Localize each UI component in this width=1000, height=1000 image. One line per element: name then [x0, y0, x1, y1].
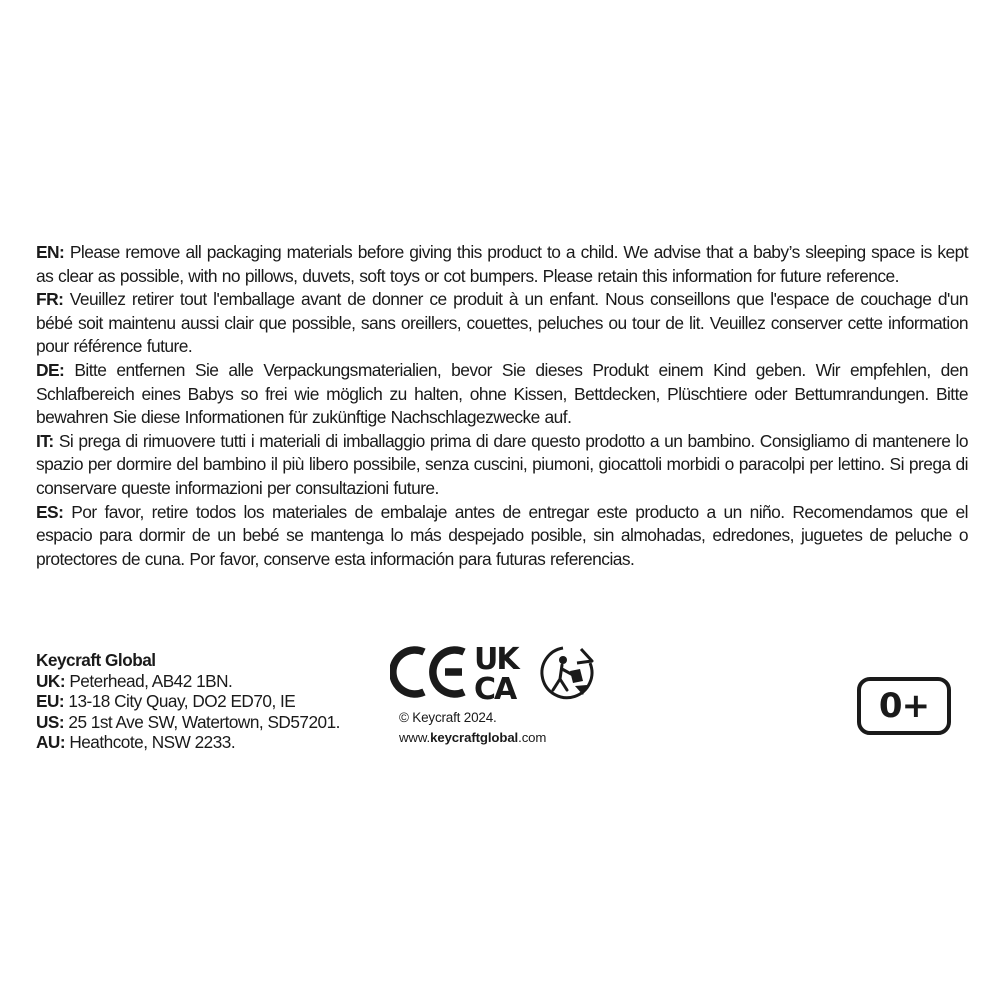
address-code-uk: UK: — [36, 670, 66, 691]
address-us — [36, 712, 340, 733]
address-eu — [36, 691, 340, 712]
ukca-bottom-text: CA — [474, 672, 516, 703]
safety-warnings — [36, 241, 968, 571]
warning-de — [36, 359, 968, 430]
lang-code-es: ES: — [36, 501, 64, 522]
website-brand: keycraftglobal — [430, 730, 519, 745]
warning-text-de: Bitte entfernen Sie alle Verpackungsmaterialien, bevor Sie dieses Produkt einem Kind geben. Wir empfehlen, den Schlafbereich eines Babys so frei wie möglich zu halten, ohne Kissen, Bettdecken, Plüschtiere oder Bettumrandungen. Bitte bewahren Sie diese Informationen für zukünftige Nachschlagezwecke auf. — [36, 359, 968, 428]
warning-text-it: Si prega di rimuovere tutti i materiali di imballaggio prima di dare questo prodotto a un bambino. Consigliamo di mantenere lo spazio per dormire del bambino il più libero possibile, senza cuscini, piumoni, giocattoli morbidi o paracolpi per lettino. Si prega di conservare queste informazioni per consultazioni future. — [36, 430, 968, 498]
lang-code-de: DE: — [36, 359, 65, 380]
lang-code-en: EN: — [36, 242, 65, 262]
warning-text-en: Please remove all packaging materials before giving this product to a child. We advise that a baby’s sleeping space is kept as clear as possible, with no pillows, duvets, soft toys or cot bumpers. Please retain this information for future reference. — [36, 242, 968, 286]
address-text-eu: 13-18 City Quay, DO2 ED70, IE — [64, 691, 296, 712]
address-au — [36, 732, 340, 753]
copyright-text: © Keycraft 2024. — [399, 710, 497, 725]
address-code-eu: EU: — [36, 691, 65, 712]
ukca-mark-icon — [474, 643, 521, 703]
company-address-block — [36, 650, 340, 753]
warning-es — [36, 501, 968, 572]
address-uk — [36, 671, 340, 692]
website-link[interactable] — [399, 730, 546, 746]
ce-mark-icon — [393, 650, 464, 694]
tidyman-recycle-icon — [542, 648, 592, 698]
warning-en — [36, 241, 968, 288]
warning-text-es: Por favor, retire todos los materiales de embalaje antes de entregar este producto a un niño. Recomendamos que el espacio para dormir de un bebé se mantenga lo más despejado posible, sin almohadas, edredones, juguetes de peluche o protectores de cuna. Por favor, conserve esta información para futuras referencias. — [36, 501, 968, 569]
lang-code-fr: FR: — [36, 289, 64, 310]
address-code-au: AU: — [36, 732, 66, 753]
certification-marks — [390, 643, 610, 703]
warning-text-fr: Veuillez retirer tout l'emballage avant de donner ce produit à un enfant. Nous conseillons que l'espace de couchage d'un bébé soit maintenu aussi clair que possible, sans oreillers, couettes, peluches ou tour de lit. Veuillez conserver cette information pour référence future. — [36, 289, 968, 357]
warning-fr — [36, 288, 968, 359]
age-rating-text: 0+ — [878, 686, 930, 726]
address-code-us: US: — [36, 711, 65, 732]
age-rating-badge — [857, 677, 951, 735]
company-name: Keycraft Global — [36, 650, 156, 670]
website-prefix: www. — [399, 730, 431, 745]
website-suffix: .com — [518, 730, 547, 745]
address-text-au: Heathcote, NSW 2233. — [65, 732, 236, 753]
ukca-top-text: UK — [474, 643, 518, 677]
address-text-us: 25 1st Ave SW, Watertown, SD57201. — [64, 711, 340, 732]
address-text-uk: Peterhead, AB42 1BN. — [65, 670, 233, 691]
warning-it — [36, 430, 968, 501]
lang-code-it: IT: — [36, 430, 54, 451]
